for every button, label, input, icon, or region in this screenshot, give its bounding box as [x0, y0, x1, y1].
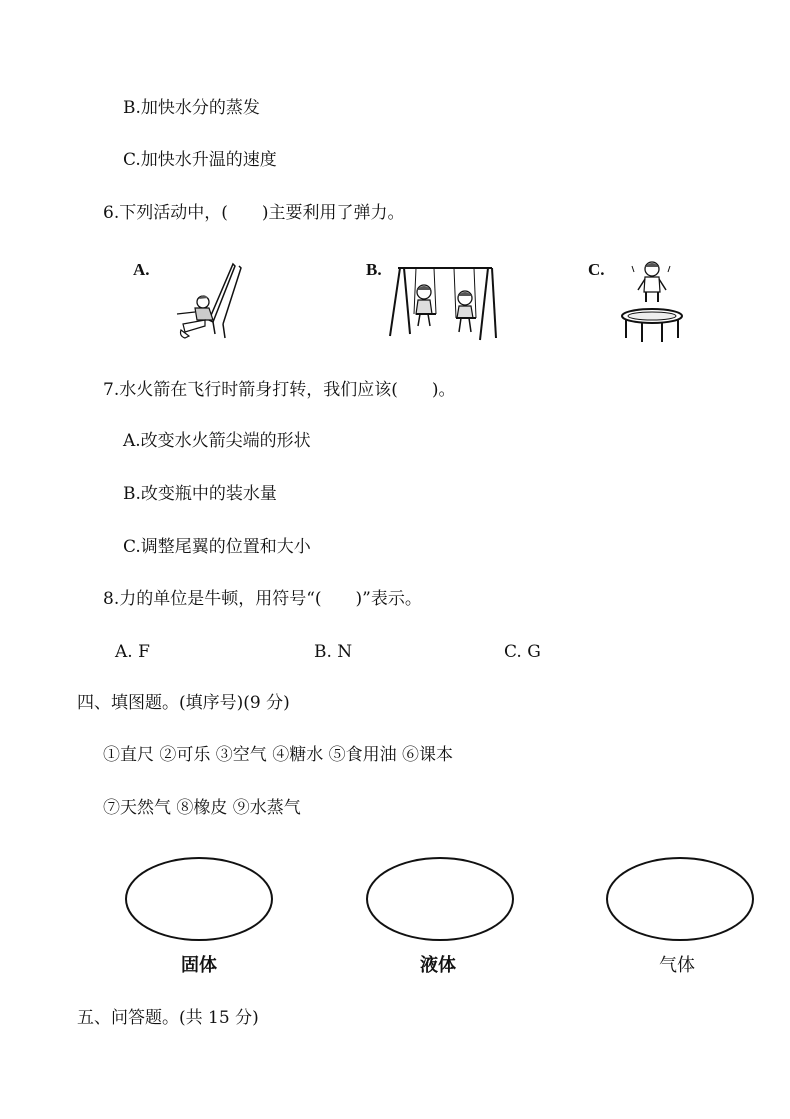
solid-oval[interactable]	[125, 857, 273, 941]
q5-option-b: B.加快水分的蒸发	[123, 98, 260, 118]
q7-option-a: A.改变水火箭尖端的形状	[123, 431, 311, 451]
slide-icon	[175, 262, 245, 344]
section4-items-line1: ①直尺 ②可乐 ③空气 ④糖水 ⑤食用油 ⑥课本	[103, 745, 454, 765]
q8-stem: 8.力的单位是牛顿，用符号“( )”表示。	[103, 589, 422, 609]
liquid-oval[interactable]	[366, 857, 514, 941]
q6-label-b: B.	[366, 260, 382, 279]
q7-option-c: C.调整尾翼的位置和大小	[123, 537, 311, 557]
section4-heading: 四、填图题。(填序号)(9 分)	[77, 693, 290, 713]
q7-option-b: B.改变瓶中的装水量	[123, 484, 277, 504]
gas-oval[interactable]	[606, 857, 754, 941]
q5-option-c: C.加快水升温的速度	[123, 150, 277, 170]
q8-option-b: B. N	[314, 642, 353, 662]
liquid-label: 液体	[420, 955, 456, 976]
q6-label-c: C.	[588, 260, 605, 279]
section5-heading: 五、问答题。(共 15 分)	[77, 1008, 259, 1028]
q8-option-c: C. G	[504, 642, 541, 662]
q6-label-a: A.	[133, 260, 150, 279]
section4-items-line2: ⑦天然气 ⑧橡皮 ⑨水蒸气	[103, 798, 301, 818]
swing-icon	[388, 262, 500, 344]
q6-stem: 6.下列活动中，( )主要利用了弹力。	[103, 203, 405, 223]
solid-label: 固体	[181, 955, 217, 976]
gas-label: 气体	[659, 955, 695, 976]
trampoline-icon	[618, 258, 688, 344]
q7-stem: 7.水火箭在飞行时箭身打转，我们应该( )。	[103, 380, 456, 400]
q8-option-a: A. F	[115, 642, 150, 662]
